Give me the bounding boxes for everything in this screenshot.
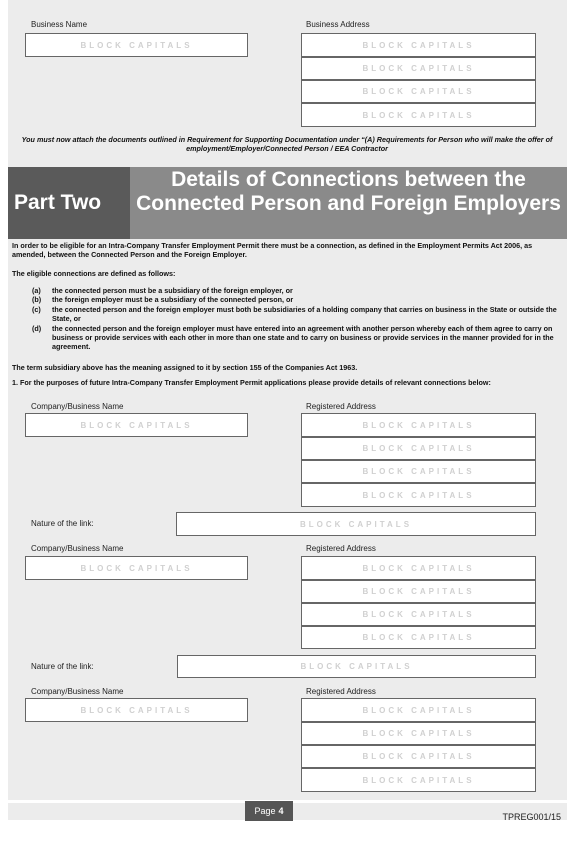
nature-of-link-label-1: Nature of the link:	[31, 519, 94, 528]
page-number: 4	[278, 806, 284, 816]
company-name-field-1[interactable]: BLOCK CAPITALS	[25, 413, 248, 437]
section-title: Details of Connections between the Connected Person and Foreign Employers	[136, 168, 561, 215]
business-address-line-4[interactable]: BLOCK CAPITALS	[301, 103, 536, 127]
condition-a: (a) the connected person must be a subsidiary of the foreign employer, or	[32, 286, 293, 295]
company-name-label-1: Company/Business Name	[31, 402, 124, 411]
eligible-heading: The eligible connections are defined as follows:	[12, 269, 176, 278]
attach-documents-note: You must now attach the documents outlined in Requirement for Supporting Documentation under “(A) Requirements for Person who will make the offer of employment/Employer/Connected Person / EEA Contractor	[21, 135, 553, 153]
question-1: 1. For the purposes of future Intra-Company Transfer Employment Permit applications please provide details of relevant connections below:	[12, 378, 491, 387]
company-name-label-2: Company/Business Name	[31, 544, 124, 553]
registered-address-1-line-2[interactable]: BLOCK CAPITALS	[301, 437, 536, 460]
nature-of-link-field-1[interactable]: BLOCK CAPITALS	[176, 512, 536, 536]
registered-address-3-line-3[interactable]: BLOCK CAPITALS	[301, 745, 536, 768]
business-name-field[interactable]: BLOCK CAPITALS	[25, 33, 248, 57]
registered-address-1-line-4[interactable]: BLOCK CAPITALS	[301, 483, 536, 507]
form-code: TPREG001/15	[502, 812, 561, 822]
registered-address-2-line-3[interactable]: BLOCK CAPITALS	[301, 603, 536, 626]
registered-address-2-line-4[interactable]: BLOCK CAPITALS	[301, 626, 536, 649]
business-address-line-1[interactable]: BLOCK CAPITALS	[301, 33, 536, 57]
company-name-label-3: Company/Business Name	[31, 687, 124, 696]
part-label: Part Two	[8, 167, 130, 239]
registered-address-2-line-1[interactable]: BLOCK CAPITALS	[301, 556, 536, 580]
condition-d: (d) the connected person and the foreign employer must have entered into an agreement with another person whereby each of them agree to carry on business or provide services with each other in more than one state and to carry on business or provide services in the manner provided for in the agreement.	[32, 324, 554, 351]
business-address-line-2[interactable]: BLOCK CAPITALS	[301, 57, 536, 80]
registered-address-label-2: Registered Address	[306, 544, 376, 553]
registered-address-2-line-2[interactable]: BLOCK CAPITALS	[301, 580, 536, 603]
business-address-line-3[interactable]: BLOCK CAPITALS	[301, 80, 536, 103]
registered-address-label-1: Registered Address	[306, 402, 376, 411]
registered-address-3-line-1[interactable]: BLOCK CAPITALS	[301, 698, 536, 722]
registered-address-3-line-4[interactable]: BLOCK CAPITALS	[301, 768, 536, 792]
business-address-label: Business Address	[306, 20, 370, 29]
subsidiary-note: The term subsidiary above has the meaning assigned to it by section 155 of the Companies Act 1963.	[12, 363, 358, 372]
company-name-field-2[interactable]: BLOCK CAPITALS	[25, 556, 248, 580]
condition-c: (c) the connected person and the foreign employer must both be subsidiaries of a holding company that carries on business in the State or outside the State, or	[32, 305, 557, 323]
page-label: Page	[254, 806, 276, 816]
nature-of-link-field-2[interactable]: BLOCK CAPITALS	[177, 655, 536, 678]
company-name-field-3[interactable]: BLOCK CAPITALS	[25, 698, 248, 722]
registered-address-3-line-2[interactable]: BLOCK CAPITALS	[301, 722, 536, 745]
registered-address-label-3: Registered Address	[306, 687, 376, 696]
registered-address-1-line-1[interactable]: BLOCK CAPITALS	[301, 413, 536, 437]
page-indicator	[245, 801, 293, 821]
nature-of-link-label-2: Nature of the link:	[31, 662, 94, 671]
condition-b: (b) the foreign employer must be a subsidiary of the connected person, or	[32, 295, 294, 304]
business-name-label: Business Name	[31, 20, 88, 29]
registered-address-1-line-3[interactable]: BLOCK CAPITALS	[301, 460, 536, 483]
intro-paragraph: In order to be eligible for an Intra-Company Transfer Employment Permit there must be a connection, as defined in the Employment Permits Act 2006, as amended, between the Connected Person and the Foreign Employer.	[12, 241, 533, 259]
